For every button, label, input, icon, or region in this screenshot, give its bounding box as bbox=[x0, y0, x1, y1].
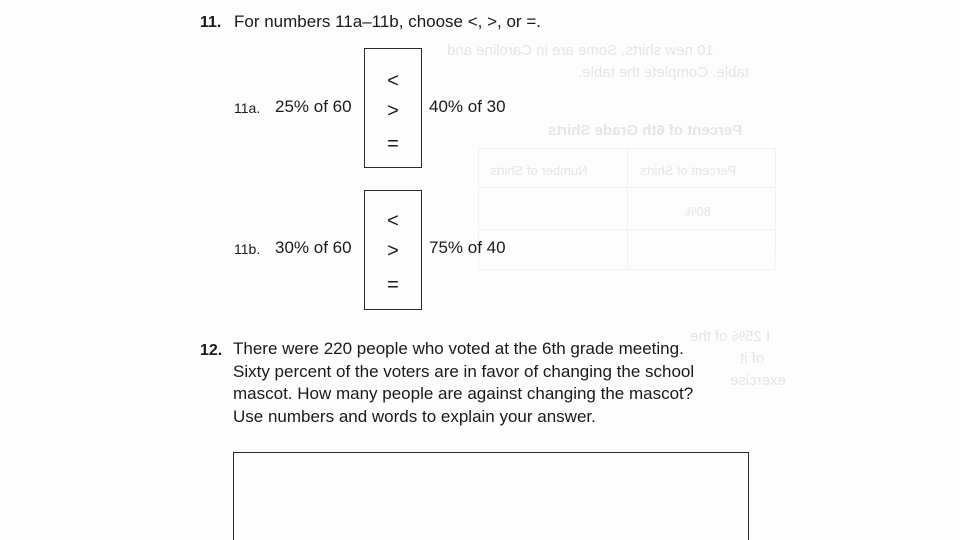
question-12-line: mascot. How many people are against changing the mascot? bbox=[233, 384, 694, 403]
item-11a-label: 11a. bbox=[234, 100, 261, 116]
question-11-number: 11. bbox=[200, 14, 222, 31]
item-11b-right-expression: 75% of 40 bbox=[429, 238, 506, 257]
question-11-prompt: For numbers 11a–11b, choose <, >, or =. bbox=[234, 12, 541, 31]
item-11a-choice-less-than[interactable]: < bbox=[387, 70, 399, 92]
item-11a-choice-equal[interactable]: = bbox=[387, 133, 399, 155]
bleed-through-text: I 25% of the bbox=[690, 328, 771, 345]
question-12-text bbox=[233, 338, 694, 428]
question-12-number: 12. bbox=[200, 342, 223, 359]
question-12-line: There were 220 people who voted at the 6th grade meeting. bbox=[233, 339, 684, 358]
bleed-through-text: 80% bbox=[685, 204, 712, 219]
item-11b-choice-equal[interactable]: = bbox=[387, 274, 399, 296]
bleed-through-text: of it bbox=[740, 350, 765, 367]
item-11a-choice-box bbox=[364, 48, 422, 168]
question-12-line: Use numbers and words to explain your answer. bbox=[233, 406, 596, 426]
bleed-through-text: exercise bbox=[730, 372, 786, 389]
bleed-through-text: table. Complete the table. bbox=[578, 64, 749, 81]
item-11a-right-expression: 40% of 30 bbox=[429, 97, 506, 116]
item-11b-choice-greater-than[interactable]: > bbox=[387, 240, 399, 262]
bleed-through-text: 10 new shirts. Some are in Caroline and bbox=[447, 42, 714, 59]
item-11b-label: 11b. bbox=[234, 241, 261, 257]
item-11a-left-expression: 25% of 60 bbox=[275, 97, 352, 116]
item-11a-choice-greater-than[interactable]: > bbox=[387, 100, 399, 122]
item-11b-left-expression: 30% of 60 bbox=[275, 238, 352, 257]
question-12-line: Sixty percent of the voters are in favor of changing the school bbox=[233, 361, 695, 381]
bleed-through-text: Percent of Shirts bbox=[640, 163, 737, 178]
item-11b-choice-box bbox=[364, 190, 422, 310]
question-12-answer-box[interactable] bbox=[233, 452, 749, 540]
bleed-through-text: Percent of 6th Grade Shirts bbox=[548, 122, 743, 139]
bleed-through-text: Number of Shirts bbox=[490, 163, 588, 178]
item-11b-choice-less-than[interactable]: < bbox=[387, 210, 399, 232]
